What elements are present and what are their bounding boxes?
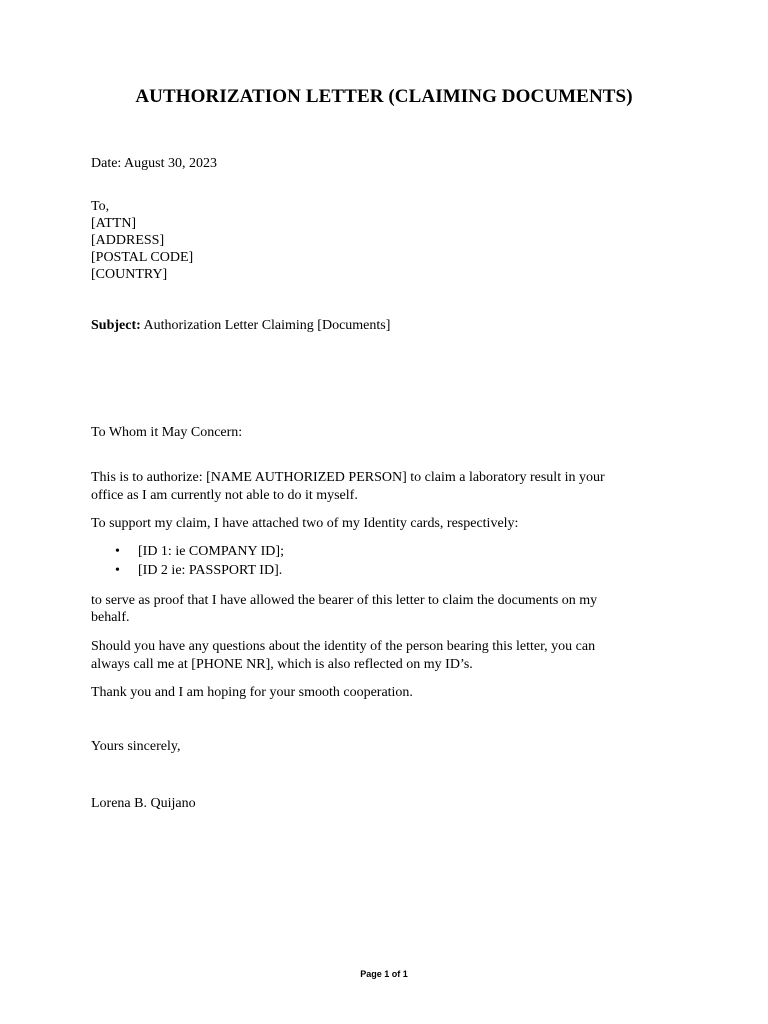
recipient-country: [COUNTRY]	[91, 267, 168, 282]
paragraph-4-line-1: Should you have any questions about the identity of the person bearing this letter, you can	[91, 639, 596, 654]
subject-line	[91, 317, 390, 334]
paragraph-2: To support my claim, I have attached two of my Identity cards, respectively:	[91, 516, 519, 531]
letter-date: Date: August 30, 2023	[91, 156, 217, 171]
bullet-icon: •	[115, 544, 120, 559]
recipient-address: [ADDRESS]	[91, 233, 165, 248]
bullet-icon: •	[115, 563, 120, 578]
subject-label: Subject:	[91, 318, 141, 333]
page-number: Page 1 of 1	[360, 969, 408, 979]
paragraph-3-line-2: behalf.	[91, 610, 130, 625]
signature-name: Lorena B. Quijano	[91, 796, 196, 811]
recipient-to: To,	[91, 199, 110, 214]
paragraph-4-line-2: always call me at [PHONE NR], which is also reflected on my ID’s.	[91, 657, 473, 672]
recipient-postal-code: [POSTAL CODE]	[91, 250, 194, 265]
paragraph-1-line-1: This is to authorize: [NAME AUTHORIZED PERSON] to claim a laboratory result in your	[91, 470, 605, 485]
paragraph-3-line-1: to serve as proof that I have allowed the bearer of this letter to claim the documents on my	[91, 593, 598, 608]
recipient-attn: [ATTN]	[91, 216, 137, 231]
id-list	[112, 543, 284, 581]
closing: Yours sincerely,	[91, 739, 181, 754]
letter-title: AUTHORIZATION LETTER (CLAIMING DOCUMENTS)	[135, 86, 633, 107]
paragraph-1-line-2: office as I am currently not able to do it myself.	[91, 488, 358, 503]
list-item	[112, 562, 284, 579]
list-item-text: [ID 1: ie COMPANY ID];	[138, 544, 284, 559]
list-item	[112, 543, 284, 560]
salutation: To Whom it May Concern:	[91, 425, 243, 440]
paragraph-5: Thank you and I am hoping for your smooth cooperation.	[91, 685, 413, 700]
subject-text: Authorization Letter Claiming [Documents]	[143, 318, 391, 333]
list-item-text: [ID 2 ie: PASSPORT ID].	[138, 563, 283, 578]
